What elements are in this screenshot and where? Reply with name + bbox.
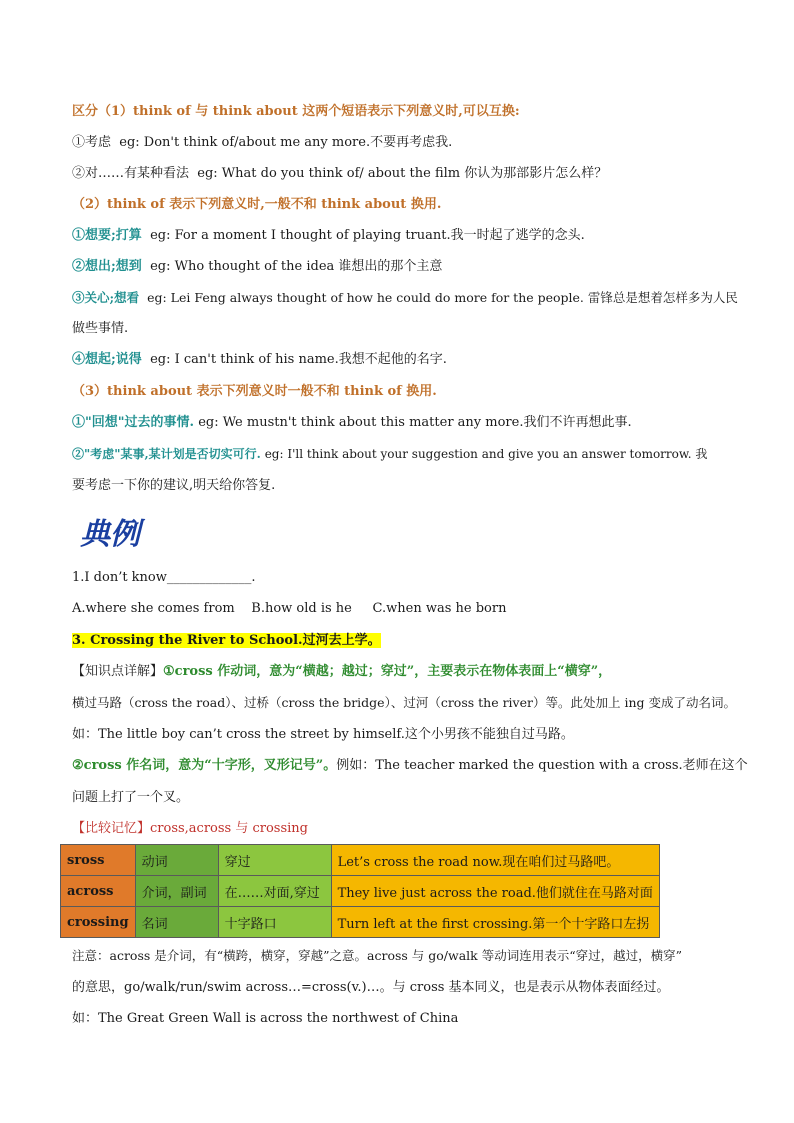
item-text: eg: For a moment I thought of playing truant.我一时起了逃学的念头. (150, 228, 585, 243)
section2-heading: （2）think of 表示下列意义时,一般不和 think about 换用. (72, 197, 442, 212)
detail-verb-def: ①cross 作动词，意为“横越；越过；穿过”，主要表示在物体表面上“横穿”， (163, 664, 612, 679)
item-label: ④想起;说得 (72, 352, 142, 367)
note-line-1: 注意：across 是介词，有“横跨，横穿，穿越”之意。across 与 go/walk 等动词连用表示“穿过，越过，横穿” (72, 948, 682, 963)
item-label: ①考虑 (72, 135, 112, 150)
noun-def: ②cross 作名词，意为“十字形，叉形记号”。 (72, 758, 337, 773)
point3-detail (72, 663, 726, 681)
point3-title-highlight: 3. Crossing the River to School.过河去上学。 (72, 633, 381, 648)
item-label: ②"考虑"某事,某计划是否切实可行. (72, 447, 261, 461)
table-row (61, 845, 660, 876)
section2-item-1 (72, 227, 726, 245)
table-cell-meaning: 穿过 (218, 845, 331, 876)
item-text: eg: Lei Feng always thought of how he could do more for the people. 雷锋总是想着怎样多为人民 (147, 290, 738, 305)
item-label: ②对……有某种看法 (72, 166, 190, 181)
question-stem: 1.I don’t know_____________. (72, 570, 256, 585)
item-label: ②想出;想到 (72, 259, 142, 274)
item-label: ①想要;打算 (72, 228, 142, 243)
item-label: ①"回想"过去的事情. (72, 415, 195, 430)
table-cell-pos: 动词 (135, 845, 218, 876)
table-row (61, 876, 660, 907)
item-text: eg: What do you think of/ about the film 你认为那部影片怎么样？ (197, 166, 608, 181)
section2-item-4 (72, 351, 726, 369)
table-cell-pos: 介词，副词 (135, 876, 218, 907)
question-options: A.where she comes from B.how old is he C.when was he born (72, 601, 507, 616)
item-text: eg: I'll think about your suggestion and give you an answer tomorrow. 我 (264, 447, 708, 461)
point3-noun (72, 757, 748, 775)
item-text: eg: Who thought of the idea 谁想出的那个主意 (150, 259, 443, 274)
detail-tag: 【知识点详解】 (72, 664, 164, 679)
table-row (61, 907, 660, 938)
table-cell-example: They live just across the road.他们就住在马路对面 (331, 876, 659, 907)
table-cell-word: across (61, 876, 136, 907)
note-line-3: 如：The Great Green Wall is across the northwest of China (72, 1011, 459, 1026)
section2-item-3-cont: 做些事情. (72, 321, 129, 336)
section1-item-1 (72, 134, 726, 152)
point3-example1: 如：The little boy can’t cross the street by himself.这个小男孩不能独自过马路。 (72, 727, 574, 742)
point3-detail-line2: 横过马路（cross the road）、过桥（cross the bridge）、过河（cross the river）等。此处加上 ing 变成了动名词。 (72, 695, 736, 710)
note-line-2: 的意思，go/walk/run/swim across…=cross(v.)…。与 cross 基本同义，也是表示从物体表面经过。 (72, 980, 670, 995)
example-logo-text: 典例 (80, 517, 140, 552)
section3-item-1 (72, 414, 726, 432)
item-label: ③关心;想看 (72, 290, 140, 305)
point3-title (72, 632, 726, 650)
section1-heading: 区分（1）think of 与 think about 这两个短语表示下列意义时,可以互换: (72, 104, 520, 119)
noun-example: 例如：The teacher marked the question with a cross.老师在这个 (336, 758, 748, 773)
section3-item-2-cont: 要考虑一下你的建议,明天给你答复. (72, 478, 276, 493)
table-cell-example: Let’s cross the road now.现在咱们过马路吧。 (331, 845, 659, 876)
item-text: eg: Don't think of/about me any more.不要再考虑我. (119, 135, 453, 150)
table-cell-word: crossing (61, 907, 136, 938)
table-cell-pos: 名词 (135, 907, 218, 938)
section2-item-3 (72, 289, 738, 307)
item-text: eg: We mustn't think about this matter any more.我们不许再想此事. (198, 415, 632, 430)
section1-item-2 (72, 165, 726, 183)
item-text: eg: I can't think of his name.我想不起他的名字. (150, 352, 447, 367)
compare-table (60, 844, 660, 938)
example-logo-icon (78, 512, 150, 552)
table-cell-example: Turn left at the first crossing.第一个十字路口左拐 (331, 907, 659, 938)
table-cell-meaning: 十字路口 (218, 907, 331, 938)
table-cell-meaning: 在……对面,穿过 (218, 876, 331, 907)
section3-heading: （3）think about 表示下列意义时一般不和 think of 换用. (72, 384, 437, 399)
section3-item-2 (72, 445, 726, 463)
table-cell-word: sross (61, 845, 136, 876)
compare-heading: 【比较记忆】cross,across 与 crossing (72, 821, 308, 836)
section2-item-2 (72, 258, 726, 276)
point3-noun-cont: 问题上打了一个叉。 (72, 790, 190, 805)
